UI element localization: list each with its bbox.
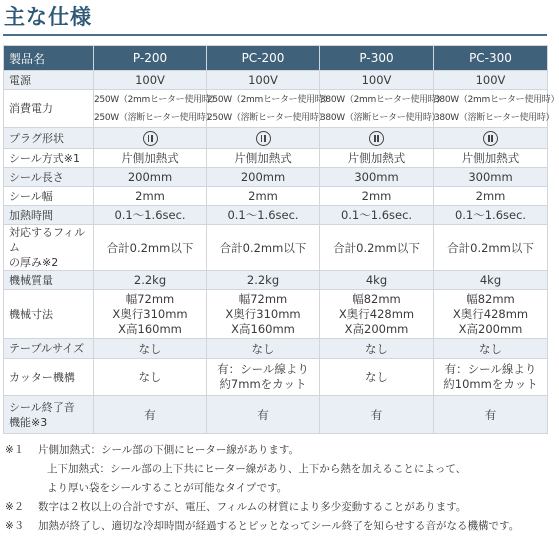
table-cell: 幅82mm X奥行428mm X高200mm (434, 290, 548, 339)
row-label: 機械寸法 (4, 290, 94, 339)
spec-table (3, 45, 559, 434)
table-cell: 2.2kg (207, 271, 320, 290)
table-cell (434, 128, 548, 149)
header-row (4, 46, 548, 71)
table-row (4, 128, 548, 149)
row-label: シール終了音 機能※3 (4, 396, 94, 434)
table-row (4, 168, 548, 187)
model-header: P-300 (320, 46, 434, 71)
table-cell: 幅82mm X奥行428mm X高200mm (320, 290, 434, 339)
table-cell: 2mm (320, 187, 434, 206)
table-row (4, 290, 548, 339)
footnote (5, 517, 547, 536)
table-cell: 2mm (94, 187, 207, 206)
table-cell: 合計0.2mm以下 (94, 225, 207, 271)
table-cell: 4kg (320, 271, 434, 290)
plug-icon (369, 131, 384, 146)
table-cell: なし (207, 339, 320, 359)
footnote-mark: ※２ (5, 501, 25, 513)
row-label: カッター機構 (4, 359, 94, 396)
table-cell: 300mm (320, 168, 434, 187)
table-cell: 幅72mm X奥行310mm X高160mm (94, 290, 207, 339)
table-cell (320, 128, 434, 149)
table-cell: なし (320, 359, 434, 396)
page-title: 主な仕様 (4, 5, 92, 29)
model-header: PC-200 (207, 46, 320, 71)
table-cell: 0.1～1.6sec. (207, 206, 320, 225)
row-label: 消費電力 (4, 90, 94, 128)
row-label: シール幅 (4, 187, 94, 206)
row-label: シール方式※1 (4, 149, 94, 168)
table-cell: 0.1～1.6sec. (320, 206, 434, 225)
table-cell: 有 (434, 396, 548, 434)
footnote-text: 片側加熱式：シール部の下側にヒーター線があります。 (38, 444, 300, 456)
row-label: 対応するフィルム の厚み※2 (4, 225, 94, 271)
table-cell: 2mm (434, 187, 548, 206)
table-cell: なし (94, 359, 207, 396)
header-label: 製品名 (4, 46, 94, 71)
model-header: PC-300 (434, 46, 548, 71)
table-cell: 合計0.2mm以下 (207, 225, 320, 271)
table-cell: 380W（2mmヒーター使用時） 380W（溶断ヒーター使用時） (320, 90, 434, 128)
row-label: シール長さ (4, 168, 94, 187)
table-cell: 片側加熱式 (320, 149, 434, 168)
table-cell (94, 128, 207, 149)
row-label: テーブルサイズ (4, 339, 94, 359)
table-row (4, 149, 548, 168)
table-row (4, 71, 548, 90)
table-cell: 有 (320, 396, 434, 434)
footnote (5, 441, 547, 498)
table-cell: 200mm (207, 168, 320, 187)
row-label: 機械質量 (4, 271, 94, 290)
table-cell: 250W（2mmヒーター使用時） 250W（溶断ヒーター使用時） (207, 90, 320, 128)
footnote-mark: ※３ (5, 520, 25, 532)
table-cell: 2.2kg (94, 271, 207, 290)
footnotes (5, 441, 547, 536)
table-cell: 380W（2mmヒーター使用時） 380W（溶断ヒーター使用時） (434, 90, 548, 128)
footnote (5, 498, 547, 517)
footnote-text: 加熱が終了し、適切な冷却時間が経過するとピッとなってシール終了を知らせする音がなる機構です。 (38, 520, 520, 532)
title-divider (3, 34, 547, 36)
table-row (4, 271, 548, 290)
plug-icon (143, 131, 158, 146)
table-cell: 2mm (207, 187, 320, 206)
row-label: 電源 (4, 71, 94, 90)
footnote-text: 数字は２枚以上の合計ですが、電圧、フィルムの材質により多少変動することがあります。 (38, 501, 467, 513)
table-cell: 片側加熱式 (207, 149, 320, 168)
table-cell: 幅72mm X奥行310mm X高160mm (207, 290, 320, 339)
footnote-text: より厚い袋をシールすることが可能なタイプです。 (47, 482, 288, 494)
table-cell: なし (320, 339, 434, 359)
table-row (4, 339, 548, 359)
table-row (4, 90, 548, 128)
row-label: 加熱時間 (4, 206, 94, 225)
row-label: プラグ形状 (4, 128, 94, 149)
table-cell (207, 128, 320, 149)
table-cell: 0.1～1.6sec. (94, 206, 207, 225)
table-cell: 片側加熱式 (434, 149, 548, 168)
table-cell: 100V (207, 71, 320, 90)
table-cell: 合計0.2mm以下 (434, 225, 548, 271)
table-cell: 200mm (94, 168, 207, 187)
table-cell: 有 (94, 396, 207, 434)
table-row (4, 359, 548, 396)
table-cell: 250W（2mmヒーター使用時） 250W（溶断ヒーター使用時） (94, 90, 207, 128)
table-row (4, 225, 548, 271)
table-cell: 0.1～1.6sec. (434, 206, 548, 225)
table-cell: 100V (320, 71, 434, 90)
table-row (4, 187, 548, 206)
plug-icon (483, 131, 498, 146)
table-cell: 合計0.2mm以下 (320, 225, 434, 271)
footnote-mark: ※１ (5, 444, 25, 456)
table-row (4, 396, 548, 434)
table-cell: 4kg (434, 271, 548, 290)
footnote-text: 上下加熱式：シール部の上下共にヒーター線があり、上下から熱を加えることによって、 (47, 463, 467, 475)
table-cell: 有 (207, 396, 320, 434)
table-cell: なし (94, 339, 207, 359)
table-cell: 有：シール線より 約10mmをカット (434, 359, 548, 396)
table-cell: 100V (434, 71, 548, 90)
plug-icon (256, 131, 271, 146)
table-cell: 片側加熱式 (94, 149, 207, 168)
table-cell: 100V (94, 71, 207, 90)
model-header: P-200 (94, 46, 207, 71)
table-row (4, 206, 548, 225)
table-cell: なし (434, 339, 548, 359)
table-cell: 有：シール線より 約7mmをカット (207, 359, 320, 396)
table-cell: 300mm (434, 168, 548, 187)
